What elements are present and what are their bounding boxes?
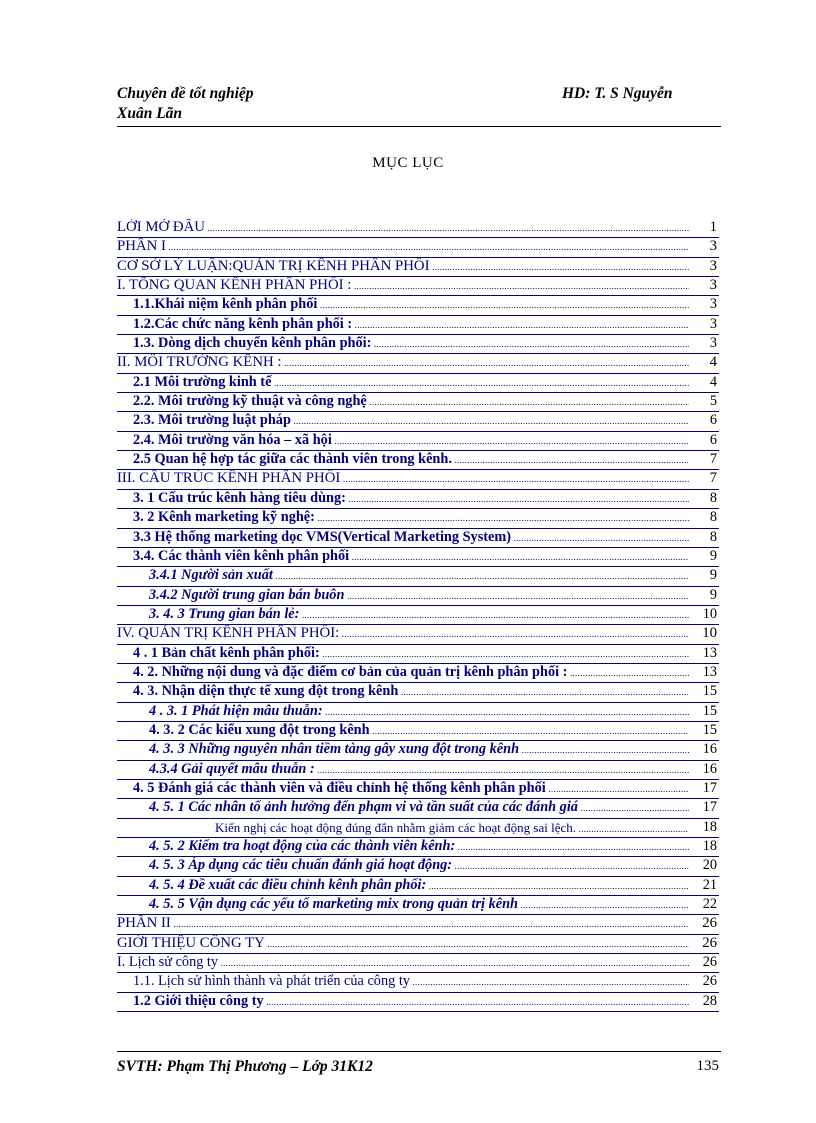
toc-entry[interactable] [117, 741, 719, 760]
toc-entry-page: 15 [702, 683, 717, 700]
toc-entry-title: 1.2 Giới thiệu công ty ..... [133, 993, 689, 1011]
toc-entry-page: 4 [709, 354, 717, 371]
toc-entry-title: 1.3. Dòng dịch chuyển kênh phân phối: ..... [133, 335, 689, 353]
toc-entry-title: LỜI MỞ ĐẦU ..... [117, 219, 689, 237]
toc-entry[interactable] [117, 761, 719, 780]
toc-entry-page: 26 [702, 973, 717, 990]
toc-entry-title: III. CẤU TRÚC KÊNH PHÂN PHỐI ..... [117, 470, 689, 488]
toc-entry-title: PHẦN I ..... [117, 238, 689, 256]
toc-entry[interactable] [117, 780, 719, 799]
footer-student: SVTH: Phạm Thị Phương – Lớp 31K12 [117, 1058, 373, 1075]
toc-entry-page: 16 [702, 741, 717, 758]
toc-entry-title: I. Lịch sử công ty ..... [117, 954, 689, 972]
toc-entry-page: 26 [702, 915, 717, 932]
toc-entry-page: 8 [709, 489, 717, 506]
toc-entry[interactable] [117, 567, 719, 586]
toc-entry[interactable] [117, 374, 719, 393]
toc-entry-page: 6 [709, 431, 717, 448]
toc-entry-title: 2.4. Môi trường văn hóa – xã hội ..... [133, 432, 689, 450]
toc-entry-title: 3.4.1 Người sản xuất ..... [149, 567, 689, 585]
toc-entry-page: 8 [709, 509, 717, 526]
toc-entry-title: Kiến nghị các hoạt động đúng đắn nhằm giảm các hoạt động sai lệch. ..... [215, 819, 689, 838]
toc-entry-page: 4 [709, 373, 717, 390]
toc-entry[interactable] [117, 529, 719, 548]
toc-entry-page: 26 [702, 954, 717, 971]
toc-entry[interactable] [117, 470, 719, 489]
toc-entry-page: 15 [702, 702, 717, 719]
toc-entry-page: 21 [702, 876, 717, 893]
toc-entry-page: 10 [702, 605, 717, 622]
toc-entry-title: 3. 1 Cấu trúc kênh hàng tiêu dùng: ..... [133, 490, 689, 508]
toc-entry-title: 2.1 Môi trường kinh tế ..... [133, 374, 689, 392]
toc-entry-page: 3 [709, 296, 717, 313]
toc-entry-title: 4 . 3. 1 Phát hiện mâu thuẫn: ..... [149, 703, 689, 721]
toc-entry-page: 22 [702, 896, 717, 913]
header-advisor-name: Xuân Lãn [117, 105, 183, 122]
toc-entry-title: 4 . 1 Bản chất kênh phân phối: ..... [133, 645, 689, 663]
toc-entry[interactable] [117, 683, 719, 702]
toc-entry[interactable] [117, 857, 719, 876]
toc-entry-title: 2.5 Quan hệ hợp tác giữa các thành viên trong kênh. ..... [133, 451, 689, 469]
toc-entry[interactable] [117, 296, 719, 315]
toc-entry-page: 9 [709, 547, 717, 564]
toc-entry-title: 4. 5 Đánh giá các thành viên và điều chỉnh hệ thống kênh phân phối ..... [133, 780, 689, 798]
toc-entry-title: 4. 5. 3 Áp dụng các tiêu chuẩn đánh giá hoạt động: ..... [149, 857, 689, 875]
toc-entry-page: 3 [709, 315, 717, 332]
toc-entry-title: IV. QUẢN TRỊ KÊNH PHÂN PHỐI: ..... [117, 625, 689, 643]
toc-entry[interactable] [117, 587, 719, 606]
toc-entry-page: 9 [709, 586, 717, 603]
toc-entry-title: GIỚI THIỆU CÔNG TY ..... [117, 935, 689, 953]
toc-entry-title: 3.4.2 Người trung gian bán buôn ..... [149, 587, 689, 605]
toc-entry-page: 26 [702, 934, 717, 951]
toc-entry-title: II. MÔI TRƯỜNG KÊNH : ..... [117, 354, 689, 372]
toc-entry[interactable] [117, 993, 719, 1012]
toc-entry[interactable] [117, 277, 719, 296]
toc-entry-page: 7 [709, 451, 717, 468]
table-of-contents [117, 219, 719, 1012]
toc-entry-page: 20 [702, 857, 717, 874]
toc-entry-page: 6 [709, 412, 717, 429]
toc-entry-page: 10 [702, 625, 717, 642]
toc-entry-page: 1 [709, 219, 717, 235]
toc-entry-page: 17 [702, 799, 717, 816]
toc-entry[interactable] [117, 316, 719, 335]
header-left [117, 84, 254, 124]
toc-entry-title: PHẦN II ..... [117, 915, 689, 933]
toc-entry-page: 8 [709, 528, 717, 545]
toc-entry-page: 16 [702, 760, 717, 777]
toc-entry[interactable] [117, 625, 719, 644]
toc-entry-page: 17 [702, 779, 717, 796]
toc-entry-title: 4. 3. 2 Các kiểu xung đột trong kênh ..... [149, 722, 689, 740]
toc-title: MỤC LỤC [372, 155, 444, 171]
toc-entry-title: 4. 5. 1 Các nhân tố ảnh hưởng đến phạm vi và tần suất của các đánh giá ..... [149, 799, 689, 817]
toc-entry[interactable] [117, 954, 719, 973]
toc-entry-title: I. TỔNG QUAN KÊNH PHÂN PHỐI : ..... [117, 277, 689, 295]
toc-entry-title: 3.3 Hệ thống marketing dọc VMS(Vertical Marketing System) ..... [133, 529, 689, 547]
toc-entry[interactable] [117, 490, 719, 509]
toc-entry-title: 3. 4. 3 Trung gian bán lẻ: ..... [149, 606, 689, 624]
toc-entry[interactable] [117, 219, 719, 238]
toc-entry-title: 4. 5. 2 Kiểm tra hoạt động của các thành viên kênh: ..... [149, 838, 689, 856]
toc-entry-title: 2.2. Môi trường kỹ thuật và công nghệ ..... [133, 393, 689, 411]
page-header [117, 84, 721, 127]
toc-entry[interactable] [117, 509, 719, 528]
toc-entry[interactable] [117, 548, 719, 567]
toc-entry[interactable] [117, 258, 719, 277]
toc-entry[interactable] [117, 664, 719, 683]
toc-entry[interactable] [117, 915, 719, 934]
footer-page-number: 135 [696, 1058, 719, 1074]
toc-entry[interactable] [117, 819, 719, 838]
toc-entry[interactable] [117, 451, 719, 470]
toc-entry-title: 3.4. Các thành viên kênh phân phối ..... [133, 548, 689, 566]
toc-entry-page: 7 [709, 470, 717, 487]
toc-entry-title: 4. 5. 4 Đề xuất các điều chỉnh kênh phân phối: ..... [149, 877, 689, 895]
toc-entry-page: 3 [709, 238, 717, 255]
toc-entry[interactable] [117, 335, 719, 354]
page-footer [117, 1051, 721, 1082]
toc-entry[interactable] [117, 703, 719, 722]
toc-entry-page: 28 [702, 992, 717, 1009]
toc-entry-page: 15 [702, 721, 717, 738]
toc-entry-page: 13 [702, 644, 717, 661]
toc-entry[interactable] [117, 935, 719, 954]
toc-entry-title: 4. 5. 5 Vận dụng các yếu tố marketing mix trong quản trị kênh ..... [149, 896, 689, 914]
toc-entry[interactable] [117, 973, 719, 992]
toc-entry-title: 1.2.Các chức năng kênh phân phối : ..... [133, 316, 689, 334]
toc-entry[interactable] [117, 877, 719, 896]
toc-entry-title: 2.3. Môi trường luật pháp ..... [133, 412, 689, 430]
toc-entry-title: 4.3.4 Gải quyết mâu thuẫn : ..... [149, 761, 689, 779]
toc-entry[interactable] [117, 354, 719, 373]
toc-entry-page: 3 [709, 277, 717, 294]
toc-entry[interactable] [117, 838, 719, 857]
toc-entry-page: 3 [709, 257, 717, 274]
toc-entry-page: 9 [709, 567, 717, 584]
toc-entry[interactable] [117, 238, 719, 257]
toc-entry[interactable] [117, 432, 719, 451]
toc-entry[interactable] [117, 606, 719, 625]
toc-entry-title: 4. 3. Nhận diện thực tế xung đột trong kênh ..... [133, 683, 689, 701]
toc-entry-title: 3. 2 Kênh marketing kỹ nghệ: ..... [133, 509, 689, 527]
toc-entry-title: 1.1.Khái niệm kênh phân phối ..... [133, 296, 689, 314]
header-subject: Chuyên đề tốt nghiệp [117, 85, 254, 102]
toc-entry-title: 1.1. Lịch sử hình thành và phát triển của công ty ..... [133, 973, 689, 991]
toc-entry[interactable] [117, 393, 719, 412]
toc-entry[interactable] [117, 799, 719, 818]
toc-entry[interactable] [117, 896, 719, 915]
header-advisor: HD: T. S Nguyễn [562, 85, 673, 102]
toc-entry[interactable] [117, 722, 719, 741]
toc-entry-page: 3 [709, 335, 717, 352]
toc-entry-title: CƠ SỞ LÝ LUẬN:QUẢN TRỊ KÊNH PHÂN PHỐI ..... [117, 258, 689, 276]
toc-entry[interactable] [117, 412, 719, 431]
toc-entry-title: 4. 2. Những nội dung và đặc điểm cơ bản của quản trị kênh phân phối : ..... [133, 664, 689, 682]
toc-entry[interactable] [117, 645, 719, 664]
toc-entry-page: 13 [702, 663, 717, 680]
toc-entry-title: 4. 3. 3 Những nguyên nhân tiềm tàng gây xung đột trong kênh ..... [149, 741, 689, 759]
toc-entry-page: 18 [702, 838, 717, 854]
toc-entry-page: 5 [709, 393, 717, 410]
toc-entry-page: 18 [702, 818, 717, 835]
